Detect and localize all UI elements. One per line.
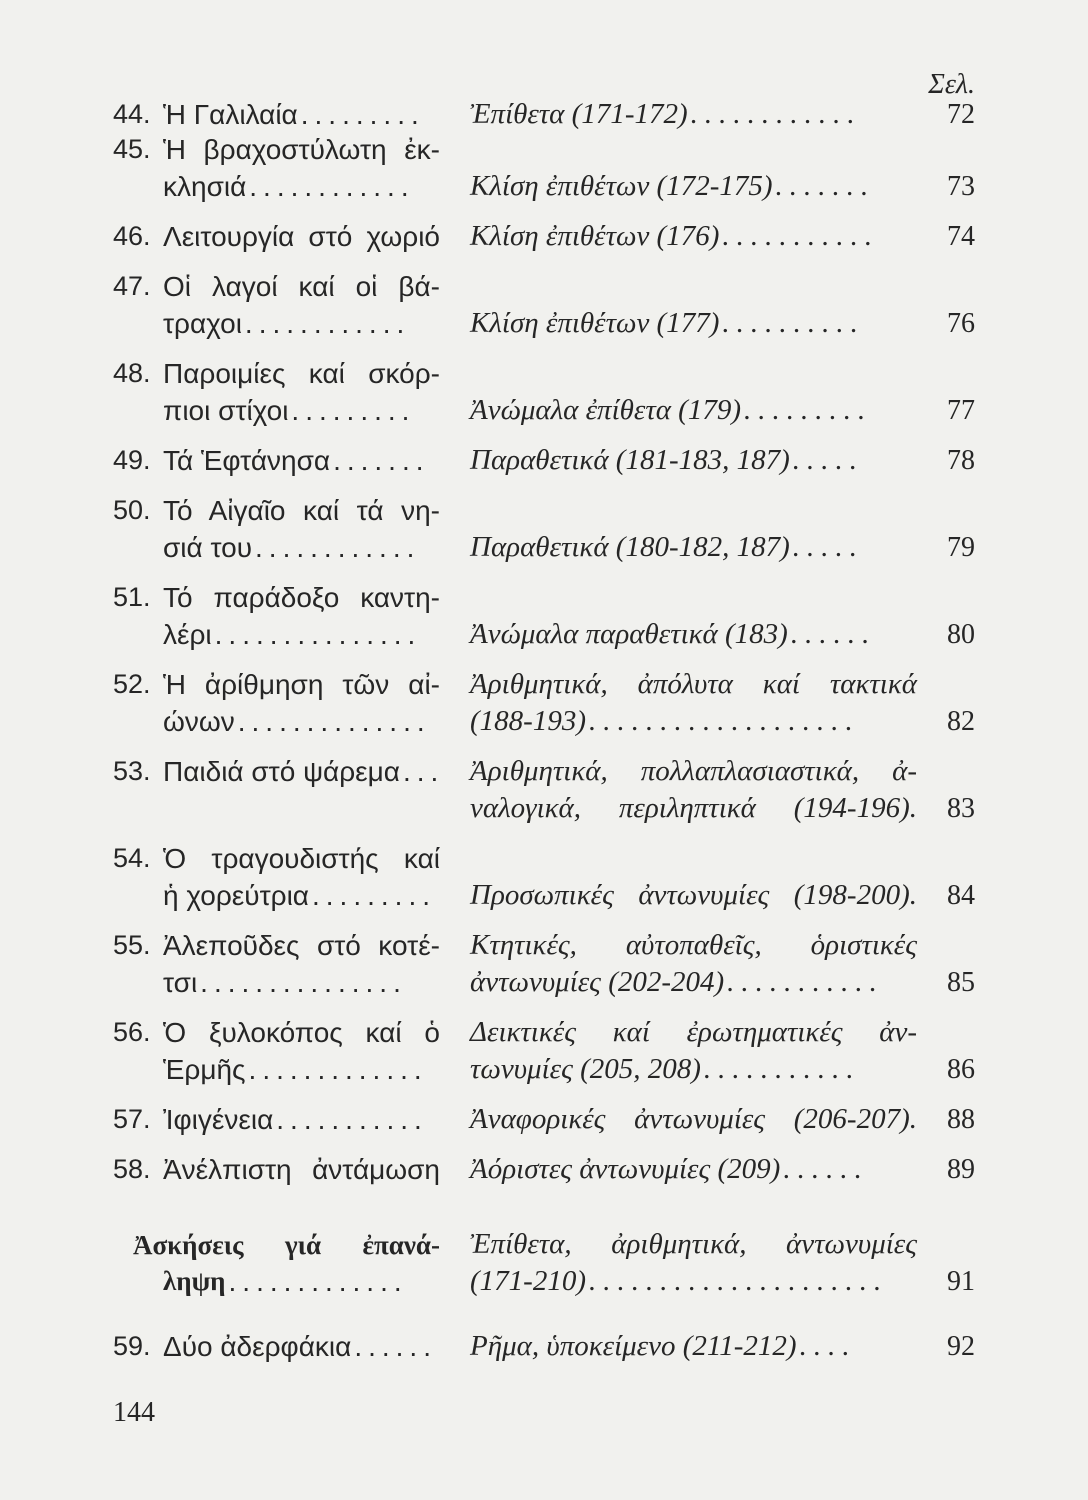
dot-leader: ..... bbox=[792, 444, 865, 476]
entry-subject-text: Ἀναφορικές ἀντωνυμίες (206-207). bbox=[470, 1103, 917, 1135]
entry-number: 47. bbox=[113, 271, 151, 301]
dot-leader: ......... bbox=[300, 99, 425, 130]
entry-subject-line bbox=[470, 529, 917, 566]
entry-title-text: Τά Ἑφτάνησα bbox=[163, 445, 331, 476]
entry-page-number: 84 bbox=[947, 880, 975, 911]
entry-title-text: Τό παράδοξο καντη- bbox=[163, 582, 440, 613]
entry-subject-text: Κλίση ἐπιθέτων (172-175) bbox=[470, 170, 773, 202]
entry-subject bbox=[470, 1101, 917, 1138]
entry-title-text: κλησιά bbox=[163, 171, 247, 202]
entry-subject-text: Ἐπίθετα (171-172) bbox=[470, 98, 688, 130]
entry-title-text: Ὁ ξυλοκόπος καί ὁ bbox=[163, 1017, 440, 1048]
toc-entry bbox=[113, 1328, 975, 1365]
entry-page-number: 77 bbox=[947, 395, 975, 426]
dot-leader: ... bbox=[402, 756, 445, 787]
entry-number: 53. bbox=[113, 756, 151, 786]
entry-title-line bbox=[163, 96, 440, 133]
entry-title-line bbox=[163, 529, 440, 566]
entry-subject bbox=[470, 927, 917, 1001]
entry-title-text: πιοι στίχοι bbox=[163, 395, 289, 426]
entry-title-line bbox=[163, 666, 440, 703]
entry-title bbox=[163, 218, 470, 255]
entry-subject-text: ναλογικά, περιληπτικά (194-196). bbox=[470, 792, 917, 824]
entry-subject bbox=[470, 218, 917, 255]
entry-number: 57. bbox=[113, 1104, 151, 1134]
entry-subject bbox=[470, 1328, 917, 1365]
entry-subject-line bbox=[470, 305, 917, 342]
entry-title-line bbox=[133, 1226, 440, 1263]
dot-leader: ............. bbox=[248, 1054, 428, 1085]
entry-title-line bbox=[163, 492, 440, 529]
toc-entry bbox=[113, 579, 975, 653]
entry-title-line bbox=[163, 616, 440, 653]
entry-subject-text: Ἐπίθετα, ἀριθμητικά, ἀντωνυμίες bbox=[470, 1228, 917, 1260]
entry-number: 49. bbox=[113, 445, 151, 475]
entry-title-line bbox=[163, 753, 445, 790]
entry-title-text: Ἀνέλπιστη ἀντάμωση bbox=[163, 1154, 440, 1185]
entry-title bbox=[163, 268, 470, 342]
entry-page-number: 73 bbox=[947, 171, 975, 202]
dot-leader: ......... bbox=[743, 394, 873, 426]
toc-entry bbox=[113, 1101, 975, 1138]
entry-title bbox=[133, 1226, 470, 1300]
toc-entry bbox=[113, 268, 975, 342]
toc-entry bbox=[113, 1014, 975, 1088]
toc-entry bbox=[113, 442, 975, 479]
entry-subject-text: Προσωπικές ἀντωνυμίες (198-200). bbox=[470, 879, 917, 911]
entry-subject-line bbox=[470, 168, 917, 205]
entry-title bbox=[163, 1101, 470, 1138]
entry-subject-text: Ἀνώμαλα ἐπίθετα (179) bbox=[470, 394, 741, 426]
entry-subject-line bbox=[470, 1263, 917, 1300]
entry-subject bbox=[470, 616, 917, 653]
entry-subject-line bbox=[470, 1226, 917, 1263]
dot-leader: ............ bbox=[255, 532, 421, 563]
entry-title-text: Παροιμίες καί σκόρ- bbox=[163, 358, 440, 389]
dot-leader: ...... bbox=[354, 1331, 437, 1362]
entry-page-number: 82 bbox=[947, 706, 975, 737]
entry-title bbox=[163, 96, 470, 133]
entry-subject-line bbox=[470, 877, 917, 914]
entry-subject-line bbox=[470, 442, 917, 479]
entry-title-text: Ὁ τραγουδιστής καί bbox=[163, 843, 440, 874]
entry-subject-line bbox=[470, 703, 917, 740]
entry-title bbox=[163, 1014, 470, 1088]
entry-subject-text: (188-193) bbox=[470, 705, 586, 737]
entry-title bbox=[163, 579, 470, 653]
toc-entry bbox=[113, 753, 975, 827]
entry-title-line bbox=[163, 579, 440, 616]
entry-title-line bbox=[163, 1151, 440, 1188]
entry-title-line bbox=[163, 927, 440, 964]
dot-leader: ........... bbox=[722, 220, 880, 252]
dot-leader: ........... bbox=[727, 966, 884, 998]
entry-title-text: ληψη bbox=[163, 1266, 226, 1296]
entry-subject-text: Παραθετικά (180-182, 187) bbox=[470, 531, 790, 563]
entry-title-text: Δύο ἀδερφάκια bbox=[163, 1331, 352, 1362]
entry-subject bbox=[470, 168, 917, 205]
dot-leader: ...... bbox=[790, 618, 877, 650]
entry-subject bbox=[470, 305, 917, 342]
entry-subject bbox=[470, 666, 917, 740]
entry-title-text: Ἡ ἀρίθμηση τῶν αἰ- bbox=[163, 669, 440, 700]
dot-leader: ............. bbox=[228, 1266, 408, 1297]
dot-leader: .............. bbox=[237, 706, 431, 737]
entry-subject bbox=[470, 529, 917, 566]
entry-title-text: Ἀσκήσεις γιά ἐπανά- bbox=[133, 1230, 440, 1260]
page-number: 144 bbox=[113, 1397, 155, 1428]
entry-page-number: 79 bbox=[947, 532, 975, 563]
entry-page-number: 83 bbox=[947, 793, 975, 824]
entry-title-text: ώνων bbox=[163, 706, 235, 737]
dot-leader: ....... bbox=[333, 445, 430, 476]
entry-page-number: 80 bbox=[947, 619, 975, 650]
entry-title-line bbox=[163, 1328, 440, 1365]
entry-title-line bbox=[163, 392, 440, 429]
entry-title-line bbox=[163, 268, 440, 305]
entry-title-text: Ἀλεποῦδες στό κοτέ- bbox=[163, 930, 440, 961]
entry-subject-text: (171-210) bbox=[470, 1265, 586, 1297]
dot-leader: ............ bbox=[690, 98, 862, 130]
entry-page-number: 91 bbox=[947, 1266, 975, 1297]
entry-title-line bbox=[163, 218, 440, 255]
entry-number: 52. bbox=[113, 669, 151, 699]
dot-leader: ................... bbox=[588, 705, 860, 737]
dot-leader: ......... bbox=[291, 395, 416, 426]
entry-subject bbox=[470, 1014, 917, 1088]
entry-title-text: Παιδιά στό ψάρεμα bbox=[163, 756, 400, 787]
entry-title-text: Ἡ βραχοστύλωτη ἐκ- bbox=[163, 134, 440, 165]
entry-subject-line bbox=[470, 666, 917, 703]
entry-number: 58. bbox=[113, 1154, 151, 1184]
entry-title-line bbox=[163, 1101, 440, 1138]
dot-leader: ....... bbox=[775, 170, 876, 202]
entry-title-line bbox=[163, 840, 440, 877]
toc-entry bbox=[113, 1151, 975, 1188]
entry-title-line bbox=[163, 1263, 440, 1300]
entry-subject-text: Παραθετικά (181-183, 187) bbox=[470, 444, 790, 476]
dot-leader: ............... bbox=[200, 967, 407, 998]
dot-leader: .... bbox=[799, 1330, 857, 1362]
dot-leader: ........... bbox=[276, 1104, 428, 1135]
entry-title-line bbox=[163, 442, 440, 479]
entry-title-line bbox=[163, 1051, 440, 1088]
entry-subject-line bbox=[470, 1101, 917, 1138]
toc-entry bbox=[113, 355, 975, 429]
entry-title-text: ἡ χορεύτρια bbox=[163, 880, 309, 911]
entry-subject bbox=[470, 877, 917, 914]
entry-subject-text: τωνυμίες (205, 208) bbox=[470, 1053, 701, 1085]
entry-title-line bbox=[163, 964, 440, 1001]
entry-subject-line bbox=[470, 392, 917, 429]
toc-entry bbox=[113, 666, 975, 740]
entry-title-line bbox=[163, 355, 440, 392]
toc-entry bbox=[113, 492, 975, 566]
entry-title-line bbox=[163, 703, 440, 740]
entry-subject-text: Κλίση ἐπιθέτων (176) bbox=[470, 220, 720, 252]
entry-title bbox=[163, 442, 470, 479]
entry-number: 46. bbox=[113, 221, 151, 251]
entry-subject-line bbox=[470, 790, 917, 827]
entry-page-number: 72 bbox=[947, 99, 975, 130]
page-column-header: Σελ. bbox=[928, 69, 975, 100]
toc-entry bbox=[113, 131, 975, 205]
entry-title-text: Ἡ Γαλιλαία bbox=[163, 99, 298, 130]
entry-subject-line bbox=[470, 1328, 917, 1365]
toc-entry bbox=[113, 840, 975, 914]
entry-subject-text: Ἀόριστες ἀντωνυμίες (209) bbox=[470, 1153, 781, 1185]
entry-title bbox=[163, 1151, 470, 1188]
entry-number: 45. bbox=[113, 134, 151, 164]
entry-page-number: 78 bbox=[947, 445, 975, 476]
entry-title bbox=[163, 131, 470, 205]
entry-subject bbox=[470, 392, 917, 429]
entry-title bbox=[163, 492, 470, 566]
toc-entry bbox=[113, 96, 975, 133]
entry-subject-line bbox=[470, 1014, 917, 1051]
entry-subject-line bbox=[470, 1051, 917, 1088]
entry-title-text: σιά του bbox=[163, 532, 253, 563]
entry-number: 54. bbox=[113, 843, 151, 873]
toc-entry-review bbox=[113, 1226, 975, 1300]
entry-number: 48. bbox=[113, 358, 151, 388]
entry-title-text: λέρι bbox=[163, 619, 212, 650]
entry-title-line bbox=[163, 1014, 440, 1051]
entry-page-number: 76 bbox=[947, 308, 975, 339]
dot-leader: ............ bbox=[244, 308, 411, 339]
entry-title-text: Τό Αἰγαῖο καί τά νη- bbox=[163, 495, 440, 526]
entry-title bbox=[163, 355, 470, 429]
entry-subject-text: Ρῆμα, ὑποκείμενο (211-212) bbox=[470, 1330, 797, 1362]
entry-title-line bbox=[163, 168, 440, 205]
entry-title-line bbox=[163, 305, 440, 342]
entry-title-line bbox=[163, 877, 440, 914]
entry-subject bbox=[470, 442, 917, 479]
dot-leader: ..... bbox=[792, 531, 865, 563]
entry-title-text: τσι bbox=[163, 967, 198, 998]
entry-subject-line bbox=[470, 927, 917, 964]
entry-number: 56. bbox=[113, 1017, 151, 1047]
entry-number: 59. bbox=[113, 1331, 151, 1361]
entry-subject-text: Κλίση ἐπιθέτων (177) bbox=[470, 307, 720, 339]
dot-leader: .......... bbox=[722, 307, 865, 339]
entry-title-text: τραχοι bbox=[163, 308, 242, 339]
entry-title bbox=[163, 927, 470, 1001]
toc-entry bbox=[113, 218, 975, 255]
entry-title bbox=[163, 1328, 470, 1365]
entry-subject-line bbox=[470, 96, 917, 133]
entry-number: 55. bbox=[113, 930, 151, 960]
entry-subject bbox=[470, 753, 917, 827]
entry-subject bbox=[470, 1151, 917, 1188]
dot-leader: ..................... bbox=[588, 1265, 889, 1297]
dot-leader: ...... bbox=[783, 1153, 869, 1185]
entry-subject bbox=[470, 1226, 917, 1300]
dot-leader: ............... bbox=[214, 619, 422, 650]
entry-subject bbox=[470, 96, 917, 133]
entry-subject-line bbox=[470, 218, 917, 255]
entry-title-text: Λειτουργία στό χωριό bbox=[163, 221, 440, 252]
entry-subject-text: Ἀριθμητικά, ἀπόλυτα καί τακτικά bbox=[470, 668, 917, 700]
entry-title bbox=[163, 666, 470, 740]
dot-leader: ......... bbox=[312, 880, 437, 911]
entry-subject-text: Ἀριθμητικά, πολλαπλασιαστικά, ἀ- bbox=[470, 755, 917, 787]
entry-number: 51. bbox=[113, 582, 151, 612]
entry-page-number: 74 bbox=[947, 221, 975, 252]
entry-number: 50. bbox=[113, 495, 151, 525]
dot-leader: ............ bbox=[249, 171, 415, 202]
toc-entry bbox=[113, 927, 975, 1001]
dot-leader: ........... bbox=[703, 1053, 861, 1085]
entry-subject-line bbox=[470, 616, 917, 653]
toc-list bbox=[113, 96, 975, 1365]
entry-title bbox=[163, 840, 470, 914]
entry-subject-text: Ἀνώμαλα παραθετικά (183) bbox=[470, 618, 788, 650]
entry-subject-line bbox=[470, 753, 917, 790]
entry-subject-text: ἀντωνυμίες (202-204) bbox=[470, 966, 725, 998]
entry-subject-text: Δεικτικές καί ἐρωτηματικές ἀν- bbox=[470, 1016, 917, 1048]
entry-page-number: 86 bbox=[947, 1054, 975, 1085]
entry-subject-line bbox=[470, 964, 917, 1001]
entry-page-number: 89 bbox=[947, 1154, 975, 1185]
entry-page-number: 88 bbox=[947, 1104, 975, 1135]
entry-title-text: Οἱ λαγοί καί οἱ βά- bbox=[163, 271, 440, 302]
entry-title-line bbox=[163, 131, 440, 168]
entry-subject-text: Κτητικές, αὐτοπαθεῖς, ὁριστικές bbox=[470, 929, 917, 961]
entry-page-number: 92 bbox=[947, 1331, 975, 1362]
entry-title-text: Ἰφιγένεια bbox=[163, 1104, 274, 1135]
entry-number: 44. bbox=[113, 99, 151, 129]
entry-title-text: Ἑρμῆς bbox=[163, 1054, 246, 1085]
entry-page-number: 85 bbox=[947, 967, 975, 998]
entry-subject-line bbox=[470, 1151, 917, 1188]
entry-title bbox=[163, 753, 470, 790]
